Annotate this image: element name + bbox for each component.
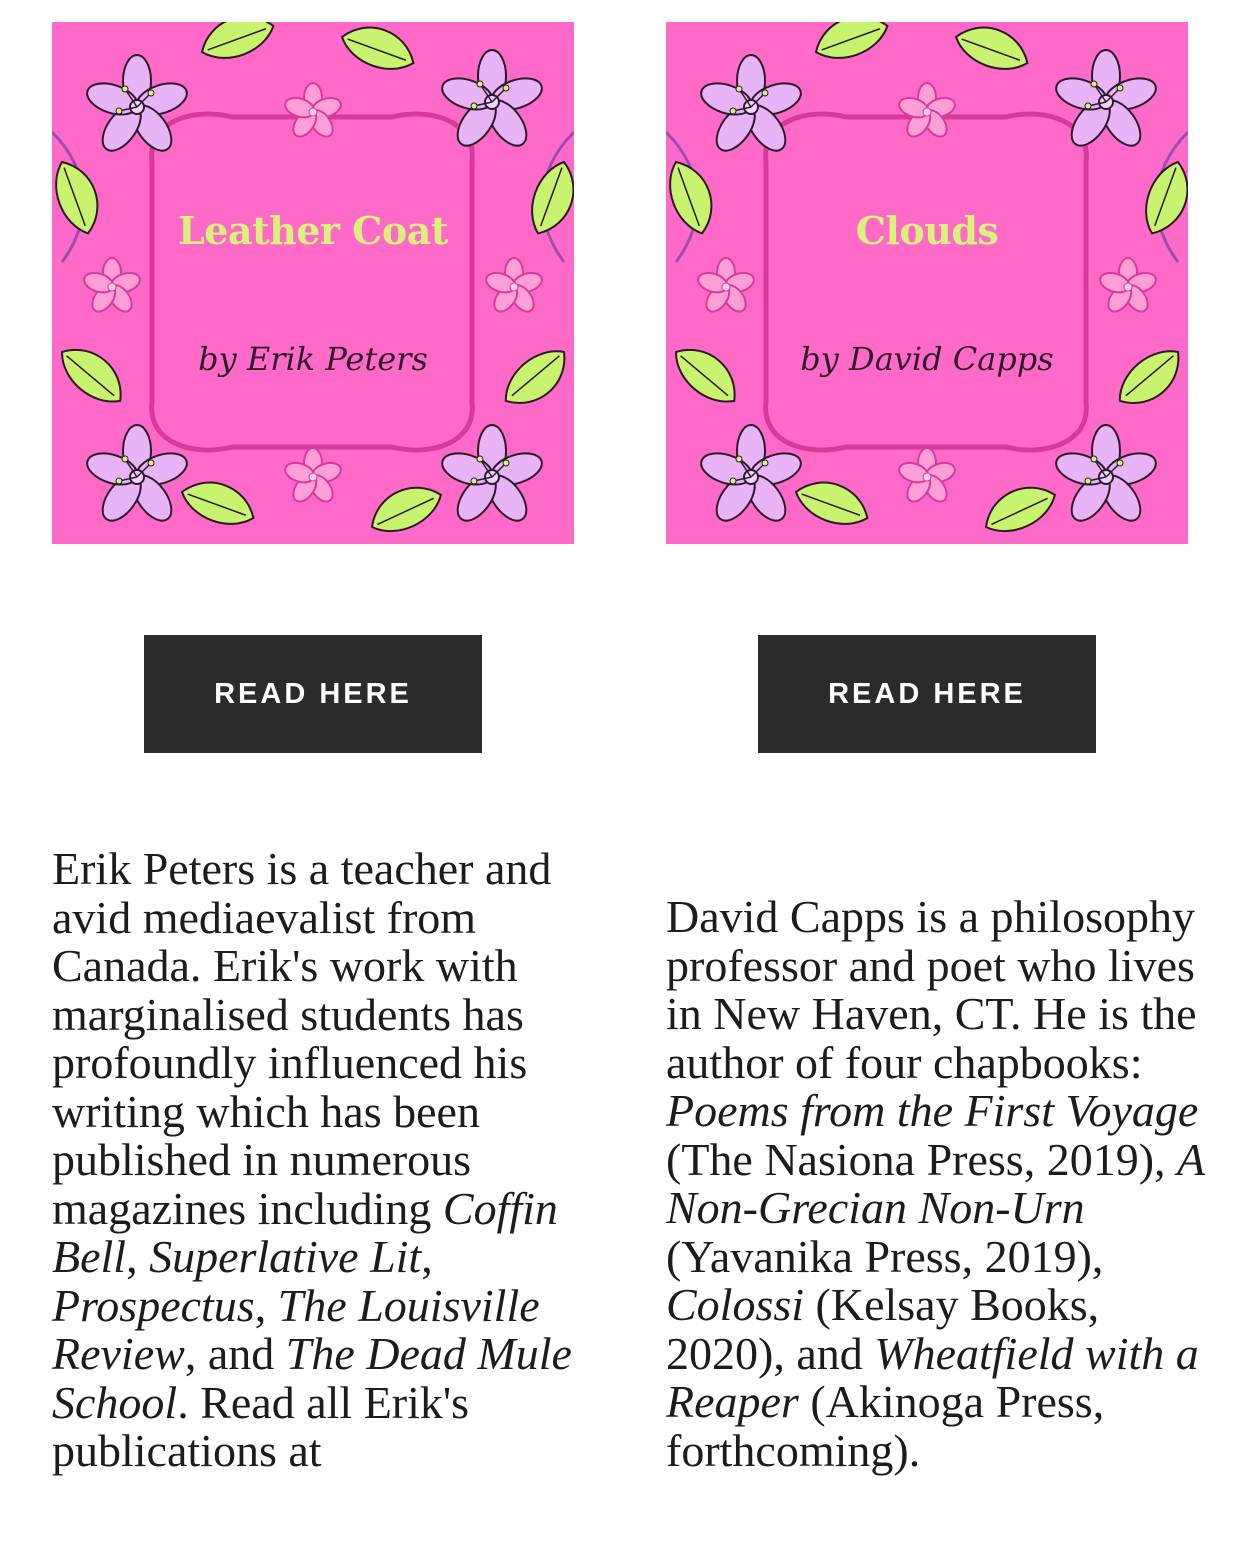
cover-title: Leather Coat [178,208,448,253]
bio-text: , [254,1279,278,1331]
publication-title: The Dead Mule School [52,1328,572,1428]
read-here-button[interactable]: READ HERE [144,635,482,753]
cover-image-left[interactable] [52,22,574,544]
publication-title: The Louisville Review [52,1279,540,1379]
publication-title: A Non-Grecian Non-Urn [666,1133,1205,1233]
publication-title: Wheatfield with a Reaper [666,1327,1199,1427]
bio-text: (The Nasiona Press, 2019), [666,1133,1178,1185]
bio-text: David Capps is a philosophy professor and poet who lives in New Haven, CT. He is the author of four chapbooks: [666,891,1197,1088]
bio-text: (Akinoga Press, forthcoming). [666,1376,1105,1476]
bio-text: (Yavanika Press, 2019), [666,1230,1104,1282]
publication-title: Colossi [666,1279,805,1330]
floral-frame-illustration [666,22,1188,544]
poem-column-left [52,0,574,1476]
bio-text: . Read all Erik's publications at [52,1376,470,1476]
bio-text: , and [184,1328,286,1379]
publication-title: Poems from the First Voyage [666,1085,1199,1136]
read-here-button[interactable]: READ HERE [758,635,1096,753]
poem-column-right [666,0,1205,1476]
publication-title: Coffin Bell [52,1182,558,1282]
cover-title: Clouds [855,208,999,253]
bio-text: , [421,1231,433,1282]
cover-author: by David Capps [800,340,1054,378]
bio-text: , [126,1231,150,1282]
bio-text: (Kelsay Books, 2020), and [666,1279,1100,1379]
author-bio [666,893,1206,1475]
cover-image-right[interactable] [666,22,1188,544]
publication-title: Prospectus [52,1279,255,1331]
author-bio [52,845,592,1476]
bio-text: Erik Peters is a teacher and avid mediaevalist from Canada. Erik's work with marginalised students has profoundly influenced his writing which has been published in numerous magazines including [52,843,552,1234]
floral-frame-illustration [52,22,574,544]
cover-author: by Erik Peters [198,340,428,378]
publication-title: Superlative Lit [149,1231,422,1282]
